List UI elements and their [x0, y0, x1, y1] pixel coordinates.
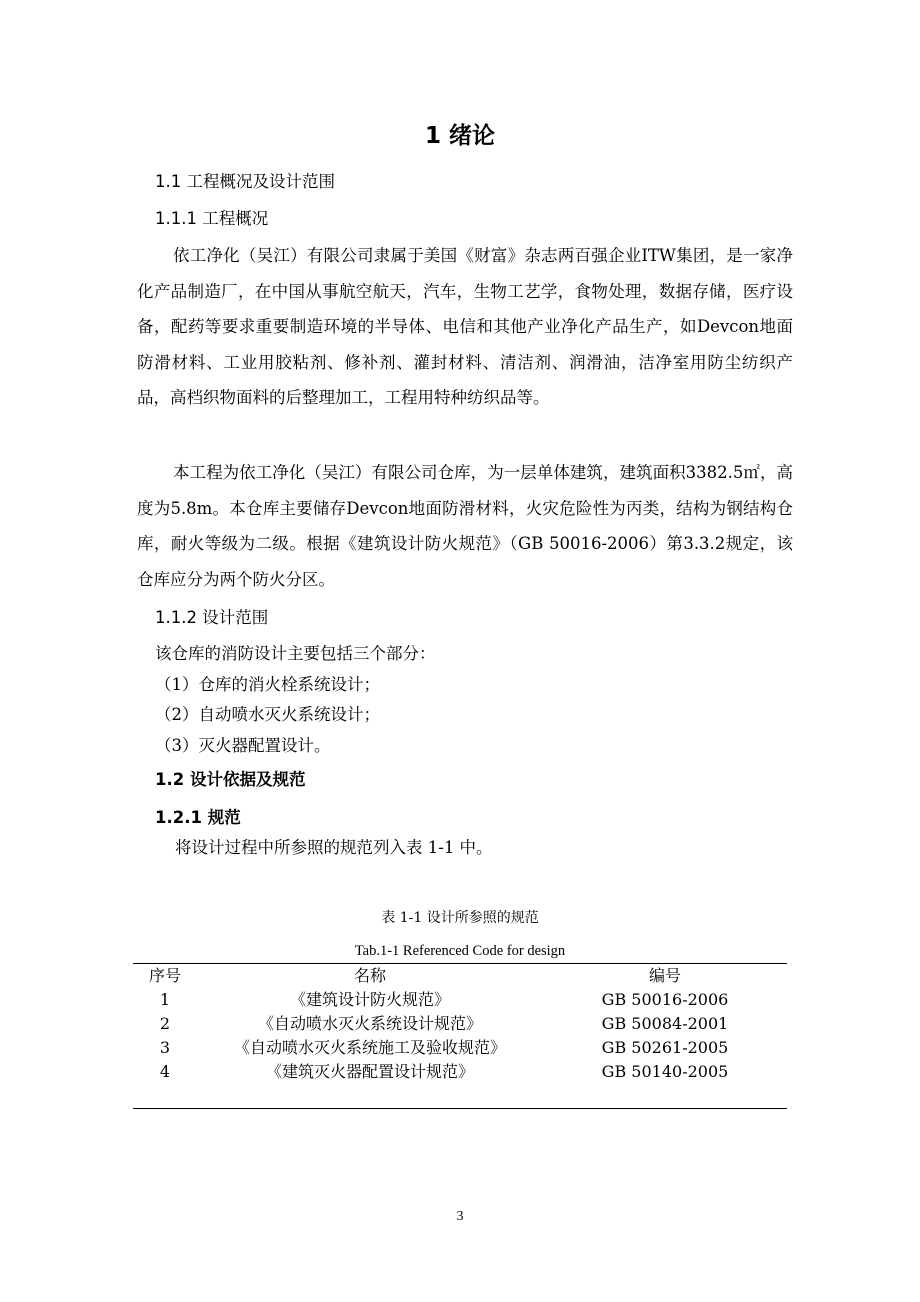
table-row	[133, 1036, 787, 1060]
chapter-title: 1 绪论	[424, 123, 495, 149]
table-row	[133, 1012, 787, 1036]
row-code: GB 50084-2001	[601, 1014, 729, 1033]
header-serial: 序号	[148, 966, 181, 985]
table-caption-cn: 表 1-1 设计所参照的规范	[381, 910, 539, 926]
table-row	[133, 1060, 787, 1084]
table-caption-en: Tab.1-1 Referenced Code for design	[354, 943, 566, 959]
section-1-2-heading: 1.2 设计依据及规范	[155, 770, 306, 789]
header-name: 名称	[353, 966, 386, 985]
page-number: 3	[456, 1209, 464, 1224]
section-1-1-1-heading: 1.1.1 工程概况	[155, 209, 269, 228]
scope-item-2: （2）自动喷水灭火系统设计；	[155, 705, 380, 724]
codes-table	[133, 964, 787, 1084]
table-row	[133, 988, 787, 1012]
row-name: 《建筑设计防火规范》	[289, 990, 450, 1009]
row-serial: 3	[159, 1038, 171, 1057]
row-code: GB 50016-2006	[601, 990, 729, 1009]
overview-paragraph-2: 本工程为依工净化（吴江）有限公司仓库，为一层单体建筑，建筑面积3382.5㎡，高度为5.8m。本仓库主要储存Devcon地面防滑材料，火灾危险性为丙类，结构为钢结构仓库，耐火等级为二级。根据《建筑设计防火规范》（GB 50016-2006）第3.3.2规定，该仓库应分为两个防火分区。	[137, 463, 793, 589]
row-name: 《自动喷水灭火系统施工及验收规范》	[233, 1038, 506, 1057]
overview-paragraph-1: 依工净化（吴江）有限公司隶属于美国《财富》杂志两百强企业ITW集团，是一家净化产品制造厂，在中国从事航空航天，汽车，生物工艺学，食物处理，数据存储，医疗设备，配药等要求重要制造环境的半导体、电信和其他产业净化产品生产，如Devcon地面防滑材料、工业用胶粘剂、修补剂、灌封材料、清洁剂、润滑油，洁净室用防尘纺织产品，高档织物面料的后整理加工，工程用特种纺织品等。	[137, 246, 793, 407]
scope-intro: 该仓库的消防设计主要包括三个部分：	[155, 644, 436, 663]
header-code: 编号	[648, 966, 681, 985]
row-serial: 4	[159, 1062, 171, 1081]
codes-intro-text: 将设计过程中所参照的规范列入表 1-1 中。	[175, 838, 493, 857]
row-code: GB 50261-2005	[601, 1038, 729, 1057]
scope-item-1: （1）仓库的消火栓系统设计；	[155, 675, 380, 694]
row-name: 《建筑灭火器配置设计规范》	[265, 1062, 474, 1081]
table-bottom-rule	[133, 1108, 787, 1109]
row-code: GB 50140-2005	[601, 1062, 729, 1081]
table-header-row	[133, 964, 787, 988]
section-1-1-2-heading: 1.1.2 设计范围	[155, 608, 269, 627]
row-serial: 1	[159, 990, 171, 1009]
scope-item-3: （3）灭火器配置设计。	[155, 736, 331, 755]
section-1-2-1-heading: 1.2.1 规范	[155, 808, 241, 827]
row-serial: 2	[159, 1014, 171, 1033]
section-1-1-heading: 1.1 工程概况及设计范围	[155, 172, 335, 191]
row-name: 《自动喷水灭火系统设计规范》	[257, 1014, 482, 1033]
